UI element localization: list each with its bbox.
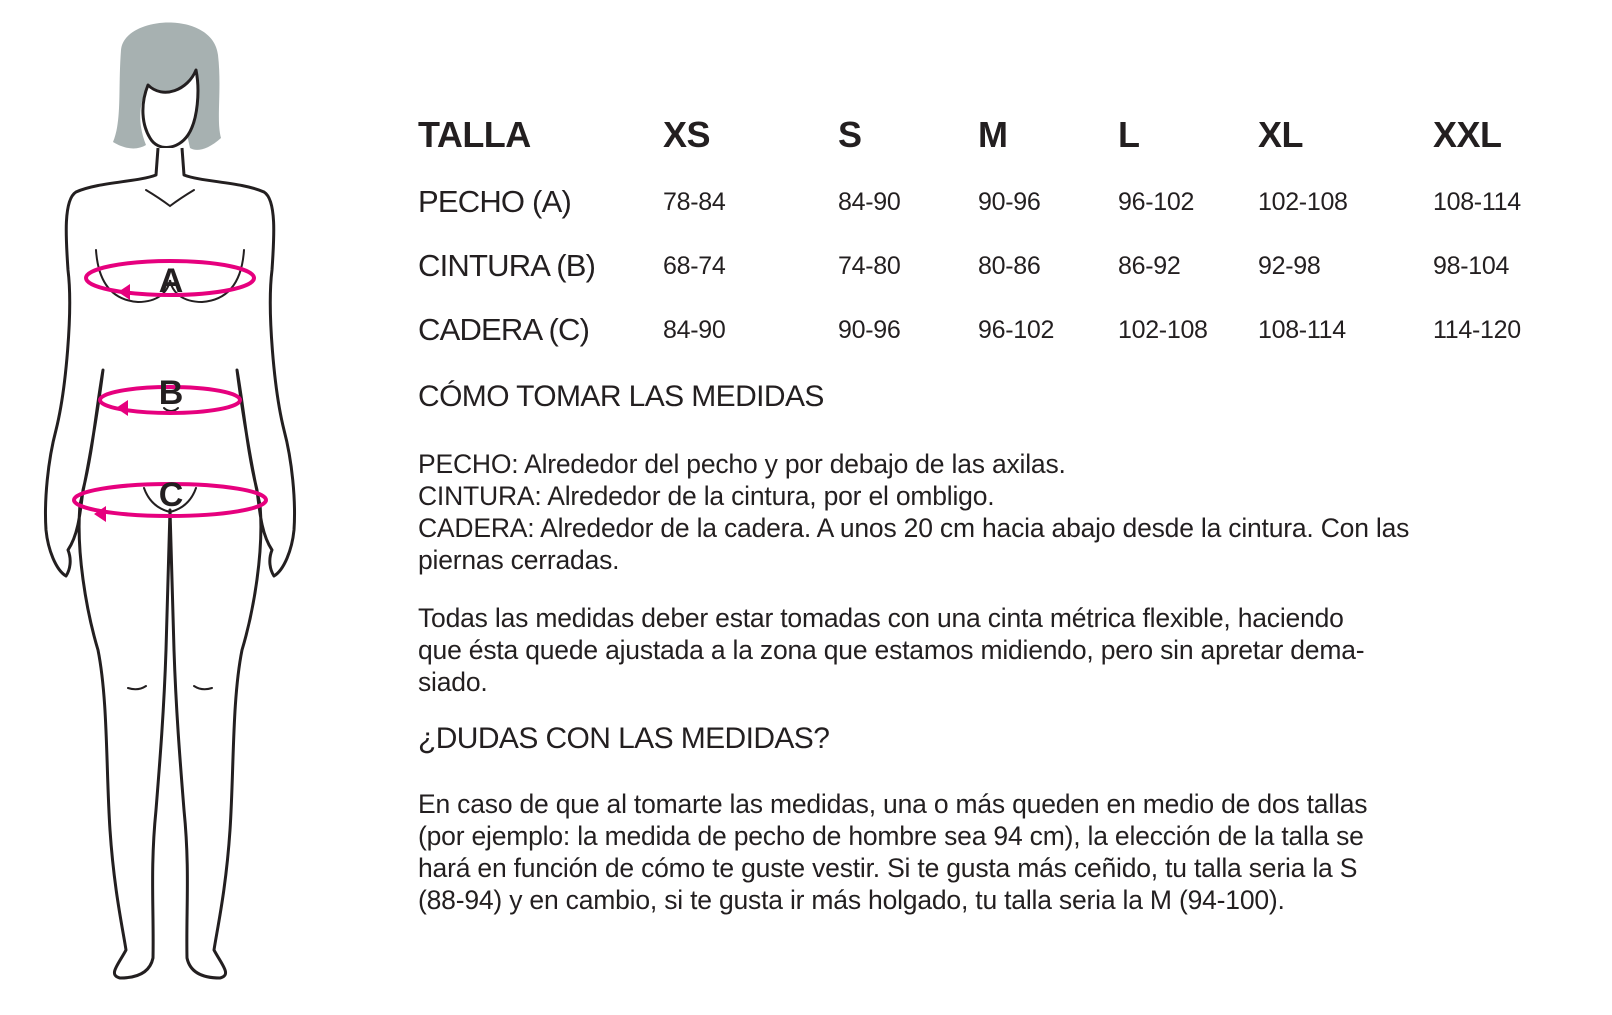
label-c: C <box>158 476 184 514</box>
body-diagram <box>38 10 328 1005</box>
header-xl: XL <box>1258 114 1304 155</box>
table-cell: 90-96 <box>838 315 901 344</box>
table-row <box>418 234 1543 298</box>
table-row <box>418 298 1543 362</box>
doubts-title: ¿DUDAS CON LAS MEDIDAS? <box>418 722 830 755</box>
header-s: S <box>838 114 862 155</box>
table-cell: 114-120 <box>1433 315 1521 344</box>
content-area <box>418 0 1598 1015</box>
table-cell: 84-90 <box>663 315 726 344</box>
table-cell: 74-80 <box>838 251 901 280</box>
table-cell: 90-96 <box>978 187 1041 216</box>
header-talla: TALLA <box>418 114 531 155</box>
row-label-cadera: CADERA (C) <box>418 312 590 347</box>
table-cell: 68-74 <box>663 251 726 280</box>
header-xs: XS <box>663 114 711 155</box>
row-label-cintura: CINTURA (B) <box>418 248 596 283</box>
doubts-line: (por ejemplo: la medida de pecho de hombre sea 94 cm), la elección de la talla se <box>418 821 1364 851</box>
instruction-line: PECHO: Alrededor del pecho y por debajo de las axilas. <box>418 449 1066 479</box>
table-cell: 102-108 <box>1118 315 1208 344</box>
table-cell: 108-114 <box>1433 187 1521 216</box>
table-cell: 86-92 <box>1118 251 1181 280</box>
table-cell: 102-108 <box>1258 187 1348 216</box>
note-line: siado. <box>418 667 488 697</box>
note-line: Todas las medidas deber estar tomadas con una cinta métrica flexible, haciendo <box>418 603 1344 633</box>
table-cell: 96-102 <box>1118 187 1195 216</box>
header-m: M <box>978 114 1008 155</box>
doubts-line: En caso de que al tomarte las medidas, una o más queden en medio de dos tallas <box>418 789 1368 819</box>
label-a: A <box>158 262 184 300</box>
size-table <box>418 100 1543 362</box>
table-cell: 92-98 <box>1258 251 1321 280</box>
doubts-line: (88-94) y en cambio, si te gusta ir más holgado, tu talla seria la M (94-100). <box>418 885 1285 915</box>
instruction-line: piernas cerradas. <box>418 545 620 575</box>
row-label-pecho: PECHO (A) <box>418 184 571 219</box>
doubts-text <box>418 788 1538 916</box>
table-cell: 78-84 <box>663 187 726 216</box>
note-line: que ésta quede ajustada a la zona que estamos midiendo, pero sin apretar dema- <box>418 635 1365 665</box>
table-cell: 96-102 <box>978 315 1055 344</box>
how-to-instructions <box>418 448 1538 576</box>
table-cell: 84-90 <box>838 187 901 216</box>
table-cell: 98-104 <box>1433 251 1510 280</box>
table-row <box>418 170 1543 234</box>
how-to-note <box>418 602 1538 698</box>
header-xxl: XXL <box>1433 114 1502 155</box>
table-cell: 108-114 <box>1258 315 1346 344</box>
doubts-line: hará en función de cómo te guste vestir. Si te gusta más ceñido, tu talla seria la S <box>418 853 1358 883</box>
instruction-line: CINTURA: Alrededor de la cintura, por el ombligo. <box>418 481 995 511</box>
size-header-row <box>418 100 1543 170</box>
how-to-title: CÓMO TOMAR LAS MEDIDAS <box>418 380 824 413</box>
body-illustration <box>38 10 328 1005</box>
label-b: B <box>158 374 184 412</box>
table-cell: 80-86 <box>978 251 1041 280</box>
header-l: L <box>1118 114 1140 155</box>
instruction-line: CADERA: Alrededor de la cadera. A unos 20 cm hacia abajo desde la cintura. Con las <box>418 513 1410 543</box>
